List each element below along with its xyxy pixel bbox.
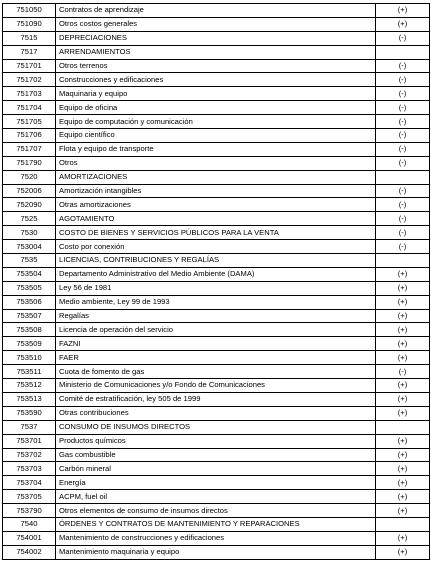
description-cell: Licencia de operación del servicio bbox=[56, 323, 376, 337]
sign-cell: (-) bbox=[376, 59, 430, 73]
sign-cell: (-) bbox=[376, 240, 430, 254]
description-cell: Otros bbox=[56, 156, 376, 170]
code-cell: 753513 bbox=[3, 392, 56, 406]
table-row bbox=[3, 115, 430, 129]
table-row bbox=[3, 240, 430, 254]
table-row bbox=[3, 462, 430, 476]
sign-cell: (+) bbox=[376, 351, 430, 365]
code-cell: 751702 bbox=[3, 73, 56, 87]
code-cell: 751705 bbox=[3, 115, 56, 129]
code-cell: 753505 bbox=[3, 281, 56, 295]
table-group-row bbox=[3, 226, 430, 240]
table-row bbox=[3, 504, 430, 518]
table-row bbox=[3, 406, 430, 420]
description-cell: Construcciones y edificaciones bbox=[56, 73, 376, 87]
code-cell: 753703 bbox=[3, 462, 56, 476]
description-cell: Otros elementos de consumo de insumos directos bbox=[56, 504, 376, 518]
table-row bbox=[3, 309, 430, 323]
code-cell: 753508 bbox=[3, 323, 56, 337]
description-cell: COSTO DE BIENES Y SERVICIOS PÚBLICOS PARA LA VENTA bbox=[56, 226, 376, 240]
table-row bbox=[3, 490, 430, 504]
code-cell: 753509 bbox=[3, 337, 56, 351]
description-cell: FAER bbox=[56, 351, 376, 365]
sign-cell: (+) bbox=[376, 406, 430, 420]
sign-cell: (+) bbox=[376, 490, 430, 504]
description-cell: CONSUMO DE INSUMOS DIRECTOS bbox=[56, 420, 376, 434]
description-cell: Mantenimiento de construcciones y edificaciones bbox=[56, 531, 376, 545]
code-cell: 7530 bbox=[3, 226, 56, 240]
description-cell: Gas combustible bbox=[56, 448, 376, 462]
table-row bbox=[3, 365, 430, 379]
code-cell: 753790 bbox=[3, 504, 56, 518]
description-cell: Medio ambiente, Ley 99 de 1993 bbox=[56, 295, 376, 309]
sign-cell: (-) bbox=[376, 198, 430, 212]
sign-cell: (-) bbox=[376, 156, 430, 170]
sign-cell: (-) bbox=[376, 226, 430, 240]
table-group-row bbox=[3, 254, 430, 268]
code-cell: 754001 bbox=[3, 531, 56, 545]
description-cell: AGOTAMIENTO bbox=[56, 212, 376, 226]
description-cell: Flota y equipo de transporte bbox=[56, 142, 376, 156]
table-row bbox=[3, 267, 430, 281]
code-cell: 751707 bbox=[3, 142, 56, 156]
table-group-row bbox=[3, 517, 430, 531]
code-cell: 753506 bbox=[3, 295, 56, 309]
sign-cell: (+) bbox=[376, 309, 430, 323]
sign-cell bbox=[376, 45, 430, 59]
table-row bbox=[3, 476, 430, 490]
code-cell: 751050 bbox=[3, 4, 56, 18]
sign-cell: (+) bbox=[376, 281, 430, 295]
table-group-row bbox=[3, 420, 430, 434]
description-cell: Maquinaria y equipo bbox=[56, 87, 376, 101]
code-cell: 753590 bbox=[3, 406, 56, 420]
description-cell: Otros terrenos bbox=[56, 59, 376, 73]
sign-cell: (+) bbox=[376, 337, 430, 351]
description-cell: Otros costos generales bbox=[56, 17, 376, 31]
table-row bbox=[3, 379, 430, 393]
code-cell: 753511 bbox=[3, 365, 56, 379]
description-cell: Otras contribuciones bbox=[56, 406, 376, 420]
table-row bbox=[3, 295, 430, 309]
code-cell: 751703 bbox=[3, 87, 56, 101]
sign-cell: (-) bbox=[376, 142, 430, 156]
table-row bbox=[3, 281, 430, 295]
description-cell: FAZNI bbox=[56, 337, 376, 351]
description-cell: ARRENDAMIENTOS bbox=[56, 45, 376, 59]
table-row bbox=[3, 448, 430, 462]
table-row bbox=[3, 17, 430, 31]
sign-cell: (+) bbox=[376, 323, 430, 337]
sign-cell bbox=[376, 254, 430, 268]
sign-cell: (+) bbox=[376, 531, 430, 545]
code-cell: 752006 bbox=[3, 184, 56, 198]
sign-cell: (-) bbox=[376, 212, 430, 226]
sign-cell: (+) bbox=[376, 504, 430, 518]
description-cell: Equipo de computación y comunicación bbox=[56, 115, 376, 129]
code-cell: 751706 bbox=[3, 129, 56, 143]
table-row bbox=[3, 323, 430, 337]
sign-cell: (-) bbox=[376, 87, 430, 101]
sign-cell: (-) bbox=[376, 101, 430, 115]
table-row bbox=[3, 142, 430, 156]
sign-cell: (+) bbox=[376, 267, 430, 281]
description-cell: Otras amortizaciones bbox=[56, 198, 376, 212]
code-cell: 7520 bbox=[3, 170, 56, 184]
description-cell: Ley 56 de 1981 bbox=[56, 281, 376, 295]
sign-cell: (-) bbox=[376, 365, 430, 379]
sign-cell: (+) bbox=[376, 434, 430, 448]
table-row bbox=[3, 129, 430, 143]
code-cell: 751090 bbox=[3, 17, 56, 31]
sign-cell bbox=[376, 170, 430, 184]
sign-cell: (+) bbox=[376, 545, 430, 559]
description-cell: Comité de estratificación, ley 505 de 1999 bbox=[56, 392, 376, 406]
table-row bbox=[3, 101, 430, 115]
sign-cell: (-) bbox=[376, 31, 430, 45]
account-table-body bbox=[3, 4, 430, 560]
description-cell: Costo por conexión bbox=[56, 240, 376, 254]
code-cell: 753004 bbox=[3, 240, 56, 254]
sign-cell: (-) bbox=[376, 129, 430, 143]
table-row bbox=[3, 434, 430, 448]
code-cell: 7517 bbox=[3, 45, 56, 59]
table-row bbox=[3, 337, 430, 351]
table-row bbox=[3, 531, 430, 545]
code-cell: 753705 bbox=[3, 490, 56, 504]
table-row bbox=[3, 4, 430, 18]
description-cell: ÓRDENES Y CONTRATOS DE MANTENIMIENTO Y REPARACIONES bbox=[56, 517, 376, 531]
sign-cell: (+) bbox=[376, 476, 430, 490]
code-cell: 753702 bbox=[3, 448, 56, 462]
table-row bbox=[3, 545, 430, 559]
description-cell: Energía bbox=[56, 476, 376, 490]
description-cell: Productos químicos bbox=[56, 434, 376, 448]
description-cell: AMORTIZACIONES bbox=[56, 170, 376, 184]
table-row bbox=[3, 59, 430, 73]
description-cell: DEPRECIACIONES bbox=[56, 31, 376, 45]
code-cell: 753504 bbox=[3, 267, 56, 281]
table-row bbox=[3, 184, 430, 198]
code-cell: 753701 bbox=[3, 434, 56, 448]
code-cell: 752090 bbox=[3, 198, 56, 212]
description-cell: Amortización intangibles bbox=[56, 184, 376, 198]
sign-cell: (+) bbox=[376, 379, 430, 393]
description-cell: Regalías bbox=[56, 309, 376, 323]
code-cell: 753510 bbox=[3, 351, 56, 365]
code-cell: 7537 bbox=[3, 420, 56, 434]
code-cell: 754002 bbox=[3, 545, 56, 559]
table-group-row bbox=[3, 31, 430, 45]
table-row bbox=[3, 198, 430, 212]
sign-cell bbox=[376, 420, 430, 434]
sign-cell: (-) bbox=[376, 115, 430, 129]
description-cell: Cuota de fomento de gas bbox=[56, 365, 376, 379]
description-cell: Equipo de oficina bbox=[56, 101, 376, 115]
table-group-row bbox=[3, 212, 430, 226]
sign-cell: (+) bbox=[376, 448, 430, 462]
code-cell: 7515 bbox=[3, 31, 56, 45]
sign-cell: (+) bbox=[376, 17, 430, 31]
code-cell: 751701 bbox=[3, 59, 56, 73]
table-row bbox=[3, 87, 430, 101]
table-group-row bbox=[3, 45, 430, 59]
table-row bbox=[3, 73, 430, 87]
description-cell: Mantenimiento maquinaria y equipo bbox=[56, 545, 376, 559]
description-cell: Ministerio de Comunicaciones y/o Fondo de Comunicaciones bbox=[56, 379, 376, 393]
table-group-row bbox=[3, 170, 430, 184]
description-cell: Equipo científico bbox=[56, 129, 376, 143]
description-cell: Departamento Administrativo del Medio Ambiente (DAMA) bbox=[56, 267, 376, 281]
sign-cell bbox=[376, 517, 430, 531]
code-cell: 751704 bbox=[3, 101, 56, 115]
sign-cell: (+) bbox=[376, 295, 430, 309]
table-row bbox=[3, 351, 430, 365]
sign-cell: (+) bbox=[376, 392, 430, 406]
code-cell: 753507 bbox=[3, 309, 56, 323]
sign-cell: (+) bbox=[376, 462, 430, 476]
account-table-document bbox=[2, 3, 427, 560]
description-cell: ACPM, fuel oil bbox=[56, 490, 376, 504]
sign-cell: (-) bbox=[376, 73, 430, 87]
code-cell: 753512 bbox=[3, 379, 56, 393]
code-cell: 751790 bbox=[3, 156, 56, 170]
sign-cell: (+) bbox=[376, 4, 430, 18]
account-table bbox=[2, 3, 430, 560]
description-cell: LICENCIAS, CONTRIBUCIONES Y REGALÍAS bbox=[56, 254, 376, 268]
description-cell: Carbón mineral bbox=[56, 462, 376, 476]
code-cell: 7525 bbox=[3, 212, 56, 226]
sign-cell: (-) bbox=[376, 184, 430, 198]
description-cell: Contratos de aprendizaje bbox=[56, 4, 376, 18]
code-cell: 7540 bbox=[3, 517, 56, 531]
code-cell: 753704 bbox=[3, 476, 56, 490]
code-cell: 7535 bbox=[3, 254, 56, 268]
table-row bbox=[3, 156, 430, 170]
table-row bbox=[3, 392, 430, 406]
